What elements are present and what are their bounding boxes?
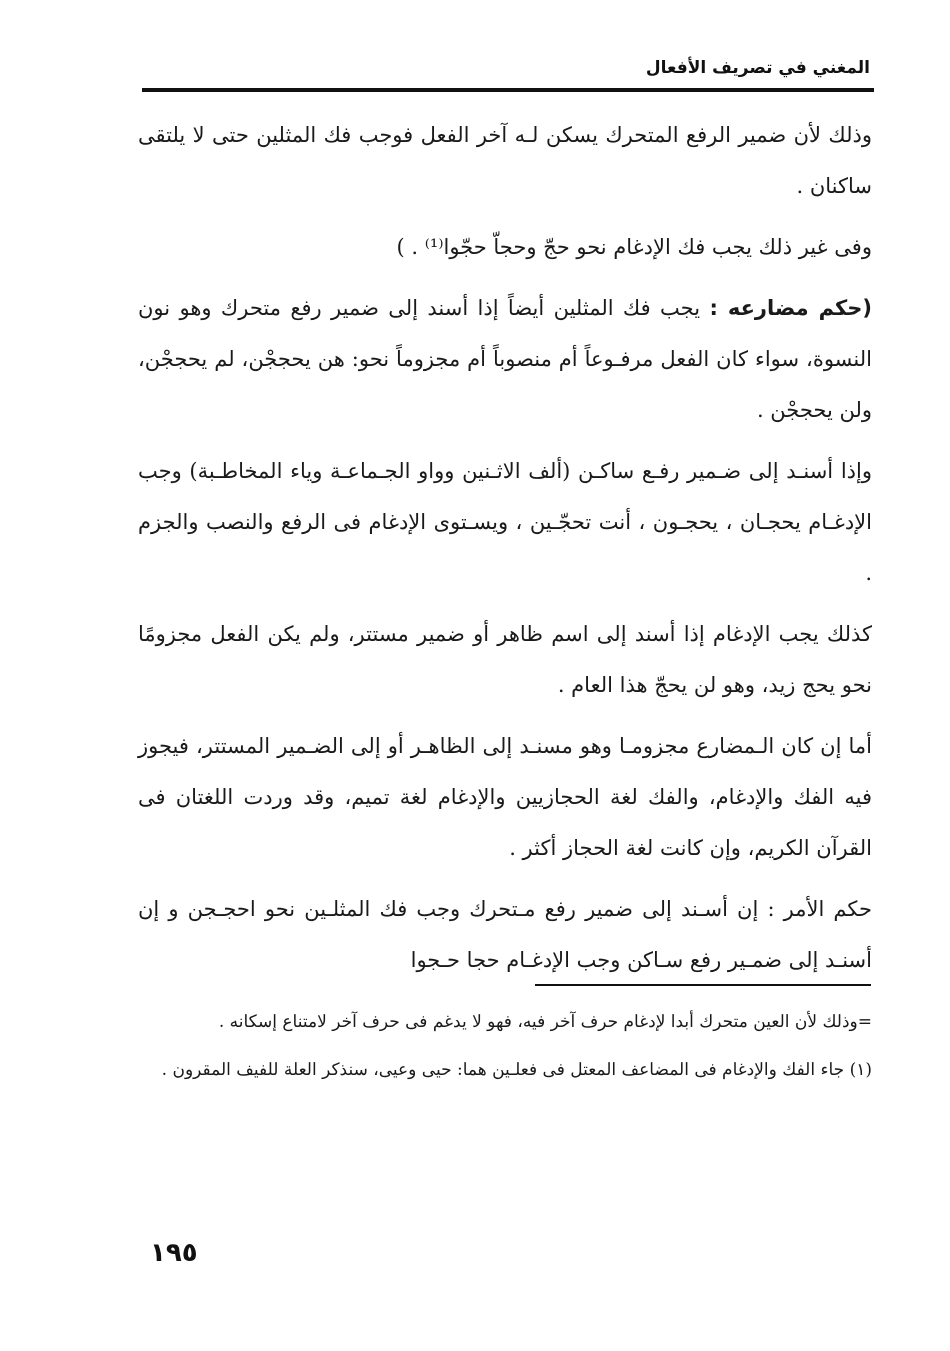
paragraph-7: حكم الأمر : إن أسـند إلى ضمير رفع مـتحرك وجب فك المثلـين نحو احجـجن و إن أسنـد إلى ضمـير رفع سـاكن وجب الإدغـام حجا حـجوا — [138, 897, 872, 972]
paragraph-1: وذلك لأن ضمير الرفع المتحرك يسكن لـه آخر الفعل فوجب فك المثلين حتى لا يلتقى ساكنان . — [138, 123, 872, 198]
mudari-heading: (حكم مضارعه : — [709, 296, 872, 320]
running-header-title: المغني في تصريف الأفعال — [645, 58, 870, 78]
footnotes — [138, 1000, 872, 1096]
header-rule — [142, 88, 874, 92]
mudari-continuation: وهو نون النسوة، سواء كان الفعل مرفـوعاً أم منصوباً أم مجزوماً نحو: هن يحججْن، لم يحججْن، ولن يحججْن . — [138, 296, 872, 422]
paragraph-4: وإذا أسنـد إلى ضـمير رفـع ساكـن (ألف الاثـنين وواو الجـماعـة وياء المخاطـبة) وجب الإدغـام يحجـان ، يحجـون ، أنت تحجّـين ، ويسـتوى الإدغام فى الرفع والنصب والجزم . — [138, 459, 872, 585]
page-number: ١٩٥ — [150, 1238, 198, 1268]
footnote-continued: =وذلك لأن العين متحرك أبدا لإدغام حرف آخر فيه، فهو لا يدغم فى حرف آخر لامتناع إسكانه . — [218, 1012, 872, 1032]
main-text — [138, 110, 872, 996]
paragraph-6: أما إن كان الـمضارع مجزومـا وهو مسنـد إلى الظاهـر أو إلى الضـمير المستتر، فيجوز فيه الفك والإدغام، والفك لغة الحجازيين والإدغام لغة تميم، وقد وردت اللغتان فى القرآن الكريم، وإن كانت لغة الحجاز أكثر . — [138, 734, 872, 860]
footnote-1: (١) جاء الفك والإدغام فى المضاعف المعتل فى فعلـين هما: حيى وعيى، سنذكر العلة للفيف المقرون . — [161, 1060, 872, 1080]
paragraph-5: كذلك يجب الإدغام إذا أسند إلى اسم ظاهر أو ضمير مستتر، ولم يكن الفعل مجزومًا نحو يحج زيد، وهو لن يحجّ هذا العام . — [138, 622, 872, 697]
footnote-rule — [535, 984, 871, 986]
mudari-text: يجب فك المثلين أيضاً إذا أسند إلى ضمير رفع متحرك — [220, 296, 701, 320]
paragraph-2: وفى غير ذلك يجب فك الإدغام نحو حجّ وحجاّ حجّوا⁽¹⁾ . ) — [396, 235, 872, 259]
paragraph-mudari — [138, 283, 872, 436]
